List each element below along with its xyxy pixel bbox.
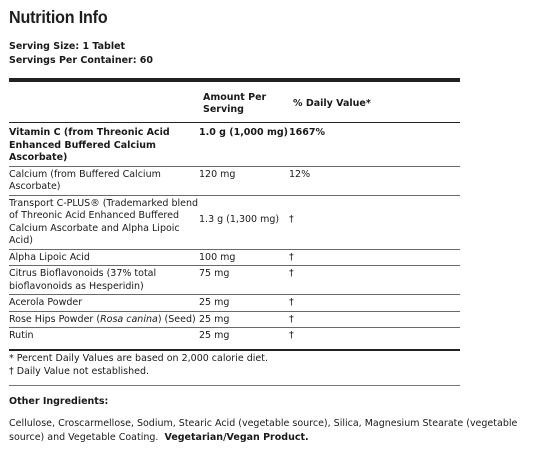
nutrient-amount: 25 mg bbox=[199, 297, 230, 308]
table-row bbox=[9, 249, 460, 266]
other-ingredients-heading: Other Ingredients: bbox=[9, 396, 109, 407]
table-row bbox=[9, 295, 460, 312]
nutrient-amount: 1.0 g (1,000 mg) bbox=[199, 127, 288, 138]
nutrient-name: Acerola Powder bbox=[9, 297, 83, 308]
nutrient-dv: † bbox=[289, 330, 294, 341]
servings-per-container: Servings Per Container: 60 bbox=[9, 55, 154, 66]
nutrient-name: Citrus Bioflavonoids (37% total bioflavonoids as Hesperidin) bbox=[9, 268, 157, 292]
nutrient-amount: 100 mg bbox=[199, 251, 236, 263]
vegan-note: Vegetarian/Vegan Product. bbox=[164, 432, 309, 443]
nutrient-amount: 120 mg bbox=[199, 168, 236, 180]
footer-divider bbox=[9, 385, 460, 386]
table-row bbox=[9, 328, 460, 344]
nutrient-name: Vitamin C (from Threonic Acid Enhanced Buffered Calcium Ascorbate) bbox=[9, 127, 170, 163]
table-row bbox=[9, 311, 460, 328]
other-ingredients-text: Cellulose, Croscarmellose, Sodium, Stearic Acid (vegetable source), Silica, Magnesium Stearate (vegetable source) and Vegetable Coating. Vegetarian/Vegan Product. bbox=[9, 418, 518, 443]
header-divider bbox=[9, 122, 460, 123]
amount-header: Amount Per Serving bbox=[203, 92, 267, 115]
nutrient-amount: 75 mg bbox=[199, 268, 230, 279]
nutrient-name: Rose Hips Powder (Rosa canina) (Seed) bbox=[9, 313, 196, 325]
table-row bbox=[9, 266, 460, 295]
latin-name: Rosa canina bbox=[100, 313, 158, 325]
table-row bbox=[9, 125, 460, 166]
daily-value-header: % Daily Value* bbox=[293, 98, 371, 109]
bottom-divider bbox=[9, 349, 460, 351]
nutrient-table bbox=[9, 125, 460, 344]
nutrient-dv: † bbox=[289, 213, 294, 225]
nutrient-dv: † bbox=[289, 297, 294, 308]
footnote-percent: * Percent Daily Values are based on 2,000 calorie diet. bbox=[9, 353, 268, 364]
serving-size: Serving Size: 1 Tablet bbox=[9, 41, 126, 52]
nutrient-name: Rutin bbox=[9, 330, 34, 341]
nutrient-dv: 12% bbox=[289, 168, 311, 180]
nutrient-amount: 1.3 g (1,300 mg) bbox=[199, 213, 280, 225]
footnote-dagger: † Daily Value not established. bbox=[9, 366, 150, 377]
nutrient-amount: 25 mg bbox=[199, 330, 230, 341]
nutrient-name: Alpha Lipoic Acid bbox=[9, 251, 90, 263]
nutrient-dv: † bbox=[289, 251, 294, 263]
nutrient-name: Calcium (from Buffered Calcium Ascorbate) bbox=[9, 168, 161, 192]
nutrient-amount: 25 mg bbox=[199, 313, 230, 325]
top-divider bbox=[9, 78, 460, 82]
table-row bbox=[9, 166, 460, 195]
nutrient-name: Transport C-PLUS® (Trademarked blend of Threonic Acid Enhanced Buffered Calcium Ascorbate and Alpha Lipoic Acid) bbox=[9, 197, 199, 246]
page-title: Nutrition Info bbox=[9, 7, 108, 27]
nutrient-dv: 1667% bbox=[289, 127, 325, 138]
nutrient-dv: † bbox=[289, 313, 294, 325]
nutrient-dv: † bbox=[289, 268, 294, 279]
table-row bbox=[9, 195, 460, 249]
